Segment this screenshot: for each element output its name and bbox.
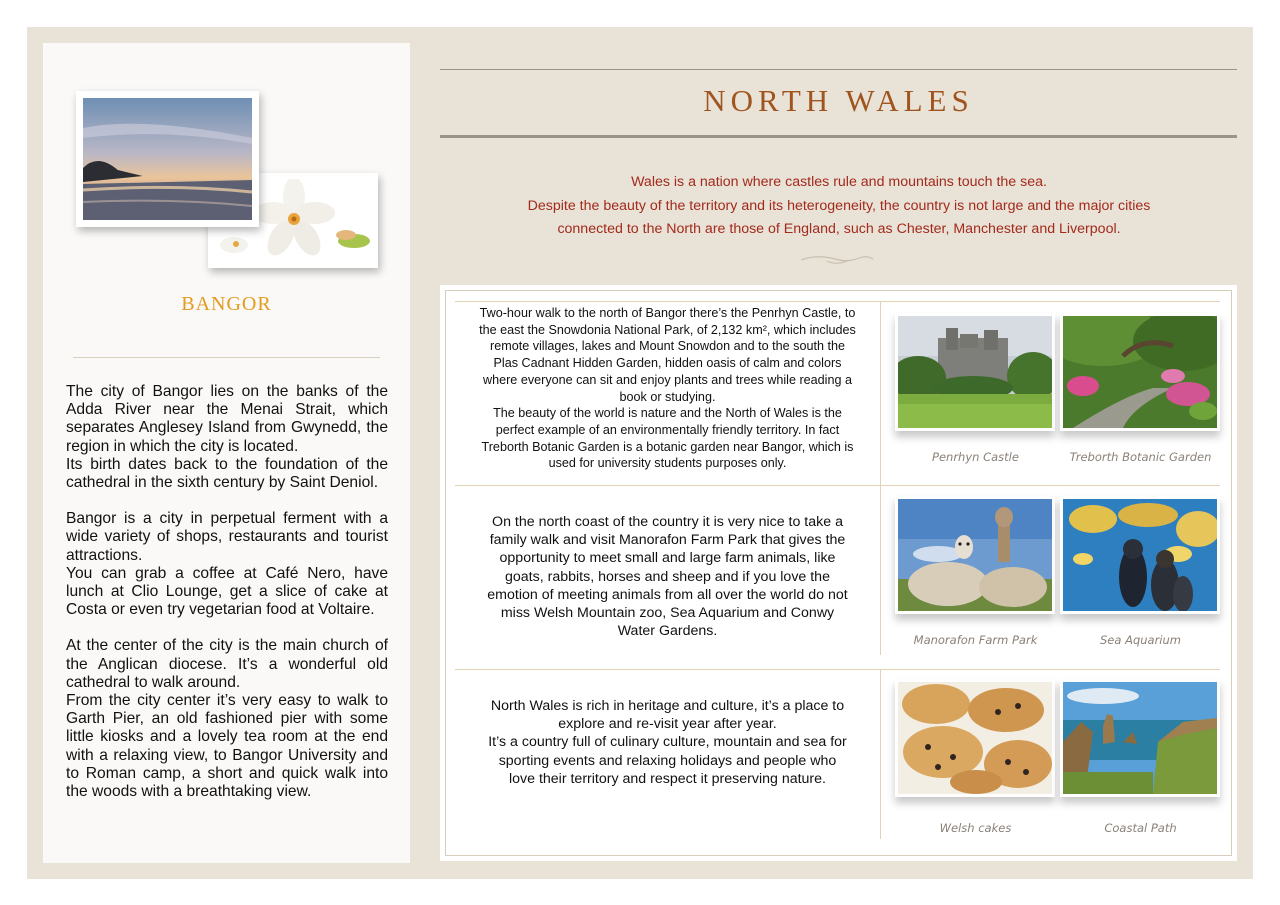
coastal-path-photo [1060, 679, 1220, 797]
text-line: It’s a country full of culinary culture, mountain and sea for [488, 734, 847, 751]
text-line: love their territory and respect it preserving nature. [508, 770, 826, 787]
paragraph: Its birth dates back to the foundation of the cathedral in the sixth century by Saint Deniol. [66, 455, 388, 492]
text-line: goats, rabbits, horses and sheep and if you love the [505, 568, 830, 585]
intro-line: Despite the beauty of the territory and its heterogeneity, the country is not large and the major cities [527, 197, 1151, 214]
text-line: family walk and visit Manorafon Farm Park that gives the [489, 532, 846, 549]
header-rule-bottom [440, 135, 1237, 138]
column-divider [880, 485, 881, 655]
intro-text [457, 171, 1221, 242]
page-title: NORTH WALES [703, 83, 974, 118]
city-title: BANGOR [181, 293, 272, 315]
attractions-panel [440, 285, 1237, 861]
text-line: Water Gardens. [617, 623, 718, 640]
intro-line: Wales is a nation where castles rule and mountains touch the sea. [631, 174, 1047, 190]
sunset-photo [76, 91, 259, 227]
farm-park-photo [895, 496, 1055, 614]
column-divider [880, 669, 881, 839]
text-line: Plas Cadnant Hidden Garden, hidden oasis of calm and colors [493, 356, 842, 371]
text-line: remote villages, lakes and Mount Snowdon and to the south the [490, 339, 845, 354]
text-line: book or studying. [619, 389, 716, 404]
caption: Treborth Botanic Garden [1069, 450, 1212, 464]
text-line: Treborth Botanic Garden is a botanic garden near Bangor, which is [481, 439, 854, 454]
paragraph: The city of Bangor lies on the banks of the Adda River near the Menai Strait, which separates Anglesey Island from Gwynedd, the region in which the city is located. [66, 383, 388, 455]
text-line: sporting events and relaxing holidays and people who [498, 752, 837, 769]
row-divider [455, 301, 1220, 302]
column-divider [880, 301, 881, 485]
bangor-card [43, 43, 410, 863]
caption: Penrhyn Castle [932, 450, 1019, 464]
paragraph: You can grab a coffee at Café Nero, have lunch at Clio Lounge, get a slice of cake at Costa or even try vegetarian food at Voltaire. [66, 564, 388, 619]
penrhyn-castle-photo [895, 313, 1055, 431]
intro-line: connected to the North are those of England, such as Chester, Manchester and Liverpool. [557, 221, 1121, 237]
row-divider [455, 669, 1220, 670]
text-line: explore and re-visit year after year. [558, 716, 777, 733]
bangor-description [66, 383, 388, 801]
text-line: where everyone can sit and enjoy plants and trees while reading a [483, 372, 852, 387]
section-text-family [455, 513, 880, 640]
text-line: emotion of meeting animals from all over the world do not [487, 586, 848, 603]
sea-aquarium-photo [1060, 496, 1220, 614]
text-line: North Wales is rich in heritage and culture, it’s a place to [490, 698, 845, 714]
text-line: the east the Snowdonia National Park, of 2,132 km², which includes [479, 322, 856, 337]
flourish-ornament [797, 252, 877, 266]
text-line: The beauty of the world is nature and the North of Wales is the [493, 406, 842, 421]
caption: Welsh cakes [939, 821, 1012, 835]
text-line: perfect example of an environmentally friendly territory. In fact [495, 422, 840, 437]
row-divider [455, 485, 1220, 486]
section-text-culture [455, 697, 880, 788]
text-line: Two-hour walk to the north of Bangor there’s the Penrhyn Castle, to [479, 306, 856, 320]
text-line: opportunity to meet small and large farm animals, like [499, 550, 836, 567]
caption: Manorafon Farm Park [913, 633, 1038, 647]
paragraph: At the center of the city is the main church of the Anglican diocese. It’s a wonderful old cathedral to walk around. [66, 637, 388, 691]
text-line: On the north coast of the country it is very nice to take a [492, 514, 843, 530]
caption: Sea Aquarium [1100, 633, 1181, 647]
caption: Coastal Path [1104, 821, 1177, 835]
brochure-page [27, 27, 1253, 879]
welsh-cakes-photo [895, 679, 1055, 797]
treborth-garden-photo [1060, 313, 1220, 431]
paragraph: From the city center it’s very easy to walk to Garth Pier, an old fashioned pier with some little kiosks and a lovely tea room at the end with a relaxing view, to Bangor University and to Roman camp, a short and quick walk into the woods with a breathtaking view. [66, 692, 388, 801]
paragraph: Bangor is a city in perpetual ferment with a wide variety of shops, restaurants and tourist attractions. [66, 510, 388, 564]
text-line: miss Welsh Mountain zoo, Sea Aquarium and Conwy [500, 605, 835, 622]
text-line: used for university students purposes only. [548, 456, 787, 471]
divider [73, 357, 380, 358]
header-rule-top [440, 69, 1237, 70]
section-text-nature [455, 305, 880, 472]
